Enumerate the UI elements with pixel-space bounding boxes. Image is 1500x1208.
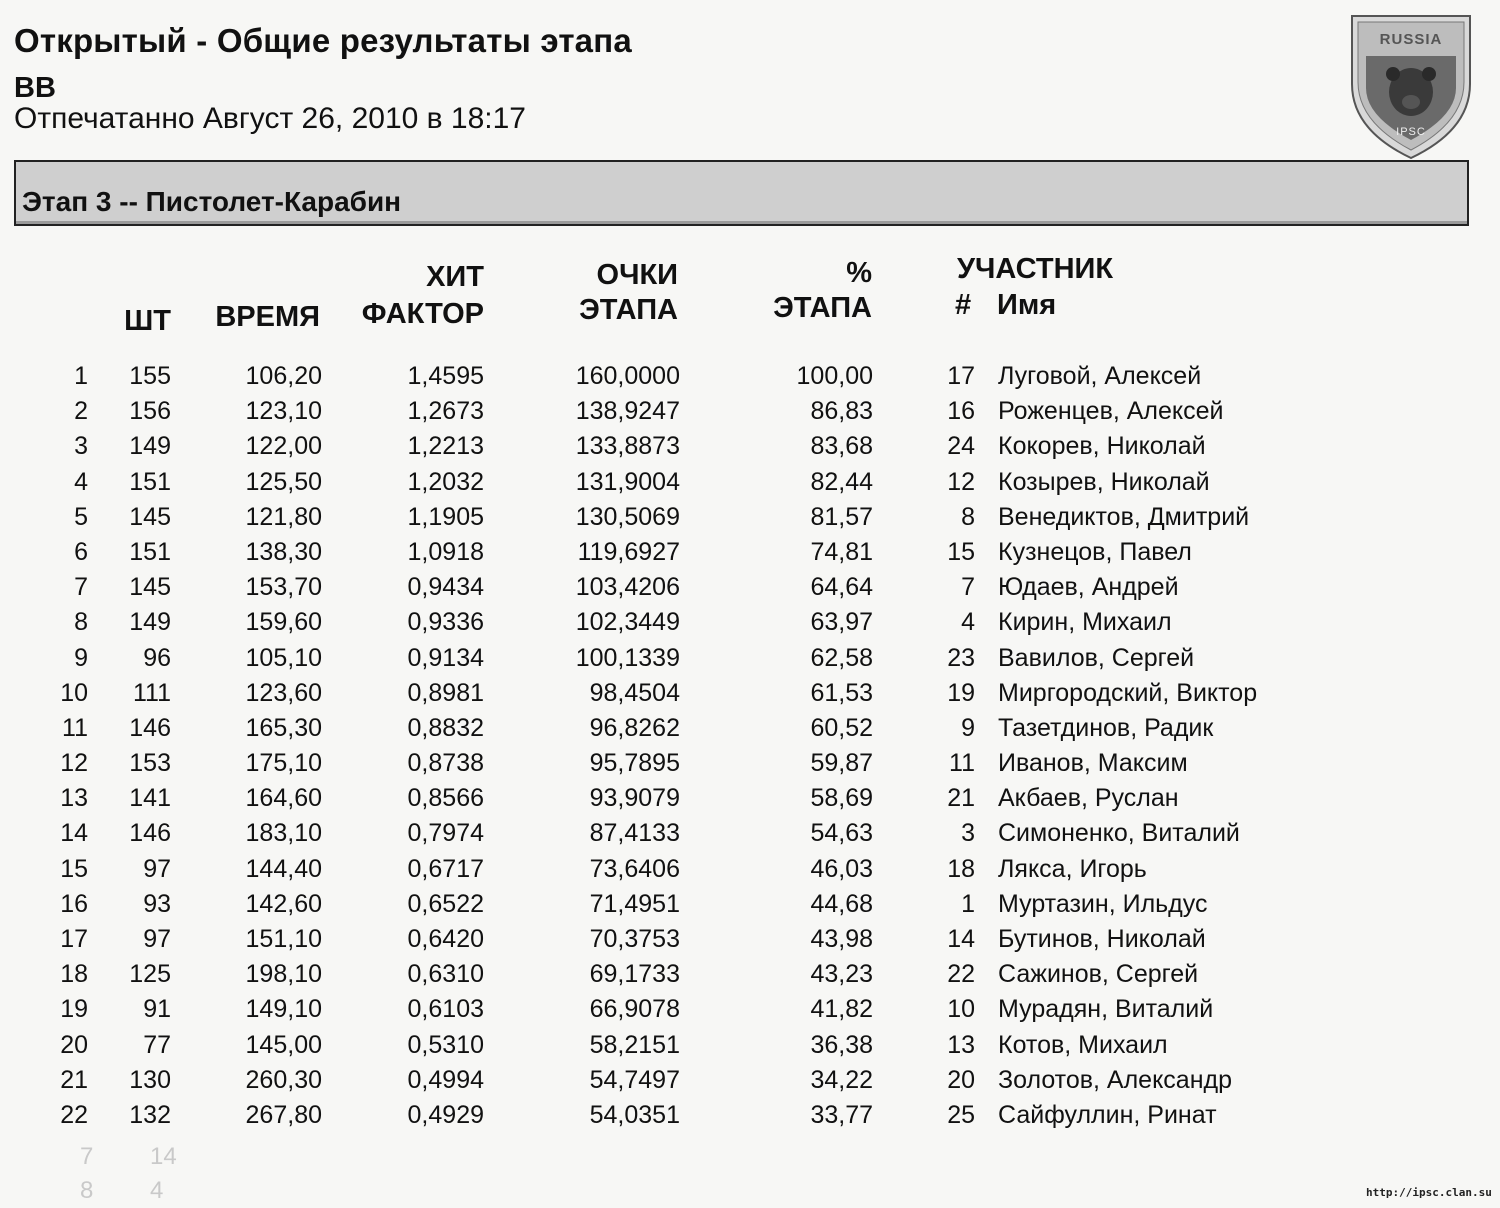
stage-points-cell: 100,1339 — [575, 643, 680, 672]
hits-cell: 153 — [129, 749, 171, 778]
table-row — [0, 503, 1500, 538]
competitor-number-cell: 8 — [961, 502, 975, 531]
table-row — [0, 714, 1500, 749]
hit-factor-cell: 0,6717 — [407, 854, 484, 883]
table-row — [0, 890, 1500, 925]
place-cell: 17 — [60, 925, 88, 953]
competitor-name-cell: Иванов, Максим — [998, 749, 1188, 778]
stage-percent-cell: 43,98 — [810, 925, 873, 953]
competitor-name-cell: Симоненко, Виталий — [998, 819, 1240, 848]
stage-points-cell: 73,6406 — [589, 854, 680, 883]
hit-factor-cell: 0,8566 — [407, 784, 484, 813]
table-row — [0, 397, 1500, 432]
competitor-name-cell: Кузнецов, Павел — [998, 537, 1192, 566]
time-cell: 175,10 — [245, 749, 322, 778]
ipsc-russia-logo — [1348, 12, 1474, 162]
hit-factor-cell: 0,8738 — [407, 749, 484, 778]
stage-percent-cell: 100,00 — [796, 362, 873, 390]
time-cell: 145,00 — [245, 1030, 322, 1059]
col-header-name: Имя — [997, 289, 1057, 321]
stage-points-cell: 119,6927 — [577, 537, 680, 566]
table-row — [0, 538, 1500, 573]
table-row — [0, 432, 1500, 467]
stage-percent-cell: 41,82 — [810, 995, 873, 1024]
col-header-hf-bottom: ФАКТОР — [361, 298, 484, 330]
col-header-points-bottom: ЭТАПА — [579, 294, 678, 326]
stage-points-cell: 66,9078 — [589, 995, 680, 1024]
table-row — [0, 1101, 1500, 1136]
hits-cell: 93 — [143, 889, 171, 918]
ghost-hits: 14 — [150, 1143, 177, 1170]
hits-cell: 91 — [143, 995, 171, 1024]
competitor-name-cell: Золотов, Александр — [998, 1065, 1233, 1094]
competitor-name-cell: Сайфуллин, Ринат — [998, 1100, 1217, 1129]
time-cell: 260,30 — [245, 1065, 322, 1094]
time-cell: 159,60 — [245, 608, 322, 637]
stage-percent-cell: 43,23 — [810, 960, 873, 989]
competitor-name-cell: Венедиктов, Дмитрий — [998, 502, 1250, 531]
competitor-name-cell: Миргородский, Виктор — [998, 678, 1258, 707]
col-header-points-top: ОЧКИ — [596, 259, 678, 291]
stage-percent-cell: 63,97 — [810, 608, 873, 637]
competitor-number-cell: 15 — [947, 537, 975, 566]
ghost-hits: 4 — [150, 1177, 164, 1204]
site-watermark: http://ipsc.clan.su — [1366, 1186, 1492, 1199]
competitor-name-cell: Акбаев, Руслан — [998, 784, 1179, 813]
place-cell: 5 — [74, 502, 88, 531]
stage-percent-cell: 44,68 — [810, 889, 873, 918]
stage-points-cell: 54,7497 — [589, 1065, 680, 1094]
hits-cell: 141 — [129, 784, 171, 813]
table-row — [0, 995, 1500, 1030]
table-row — [0, 784, 1500, 819]
stage-points-cell: 103,4206 — [575, 573, 680, 602]
table-row — [0, 362, 1500, 397]
stage-percent-cell: 86,83 — [810, 397, 873, 426]
place-cell: 13 — [60, 784, 88, 813]
hits-cell: 145 — [129, 502, 171, 531]
hits-cell: 155 — [129, 362, 171, 390]
stage-points-cell: 54,0351 — [589, 1100, 680, 1129]
competitor-name-cell: Муртазин, Ильдус — [998, 889, 1208, 918]
time-cell: 125,50 — [245, 467, 322, 496]
table-row — [0, 1031, 1500, 1066]
competitor-number-cell: 20 — [947, 1065, 975, 1094]
place-cell: 14 — [60, 819, 88, 848]
stage-points-cell: 102,3449 — [575, 608, 680, 637]
stage-points-cell: 160,0000 — [575, 362, 680, 390]
hits-cell: 125 — [129, 960, 171, 989]
competitor-number-cell: 17 — [947, 362, 975, 390]
competitor-name-cell: Козырев, Николай — [998, 467, 1210, 496]
competitor-number-cell: 7 — [961, 573, 975, 602]
hit-factor-cell: 0,9434 — [407, 573, 484, 602]
hit-factor-cell: 1,2213 — [407, 432, 484, 461]
hit-factor-cell: 0,4929 — [407, 1100, 484, 1129]
table-row — [0, 679, 1500, 714]
time-cell: 106,20 — [245, 362, 322, 390]
competitor-number-cell: 12 — [947, 467, 975, 496]
stage-percent-cell: 46,03 — [810, 854, 873, 883]
place-cell: 9 — [74, 643, 88, 672]
time-cell: 164,60 — [245, 784, 322, 813]
competitor-name-cell: Бутинов, Николай — [998, 925, 1206, 953]
place-cell: 21 — [60, 1065, 88, 1094]
competitor-number-cell: 23 — [947, 643, 975, 672]
hits-cell: 130 — [129, 1065, 171, 1094]
competitor-number-cell: 16 — [947, 397, 975, 426]
hits-cell: 146 — [129, 819, 171, 848]
logo-bottom-text: IPSC — [1396, 126, 1426, 138]
table-row — [0, 644, 1500, 679]
competitor-number-cell: 9 — [961, 713, 975, 742]
col-header-hf-top: ХИТ — [426, 261, 484, 293]
competitor-number-cell: 18 — [947, 854, 975, 883]
place-cell: 10 — [60, 678, 88, 707]
time-cell: 151,10 — [245, 925, 322, 953]
place-cell: 19 — [60, 995, 88, 1024]
col-header-pct-bottom: ЭТАПА — [773, 292, 872, 324]
time-cell: 198,10 — [245, 960, 322, 989]
hits-cell: 151 — [129, 537, 171, 566]
hit-factor-cell: 0,5310 — [407, 1030, 484, 1059]
place-cell: 8 — [74, 608, 88, 637]
competitor-number-cell: 11 — [949, 749, 975, 778]
time-cell: 267,80 — [245, 1100, 322, 1129]
hit-factor-cell: 1,2032 — [407, 467, 484, 496]
place-cell: 12 — [60, 749, 88, 778]
table-row — [0, 749, 1500, 784]
table-row — [0, 925, 1500, 960]
stage-points-cell: 93,9079 — [589, 784, 680, 813]
hits-cell: 146 — [129, 713, 171, 742]
hit-factor-cell: 0,8832 — [407, 713, 484, 742]
place-cell: 4 — [74, 467, 88, 496]
competitor-number-cell: 14 — [947, 925, 975, 953]
competitor-number-cell: 22 — [947, 960, 975, 989]
competitor-name-cell: Роженцев, Алексей — [998, 397, 1224, 426]
stage-percent-cell: 34,22 — [810, 1065, 873, 1094]
col-header-time: ВРЕМЯ — [215, 301, 320, 333]
competitor-name-cell: Сажинов, Сергей — [998, 960, 1199, 989]
stage-points-cell: 131,9004 — [575, 467, 680, 496]
competitor-name-cell: Тазетдинов, Радик — [998, 713, 1214, 742]
table-row — [0, 608, 1500, 643]
stage-points-cell: 138,9247 — [575, 397, 680, 426]
stage-percent-cell: 82,44 — [810, 467, 873, 496]
stage-percent-cell: 60,52 — [810, 713, 873, 742]
hits-cell: 149 — [129, 608, 171, 637]
stage-points-cell: 133,8873 — [575, 432, 680, 461]
stage-points-cell: 71,4951 — [589, 889, 680, 918]
hits-cell: 97 — [143, 854, 171, 883]
competitor-number-cell: 4 — [961, 608, 975, 637]
competitor-name-cell: Кирин, Михаил — [998, 608, 1172, 637]
hit-factor-cell: 1,4595 — [407, 362, 484, 390]
hit-factor-cell: 0,6522 — [407, 889, 484, 918]
stage-percent-cell: 64,64 — [810, 573, 873, 602]
hits-cell: 156 — [129, 397, 171, 426]
competitor-number-cell: 13 — [947, 1030, 975, 1059]
place-cell: 15 — [60, 854, 88, 883]
logo-top-text: RUSSIA — [1379, 31, 1443, 48]
table-row — [0, 960, 1500, 995]
stage-percent-cell: 81,57 — [810, 502, 873, 531]
competitor-name-cell: Вавилов, Сергей — [998, 643, 1195, 672]
col-header-competitor: УЧАСТНИК — [957, 253, 1114, 285]
competitor-number-cell: 21 — [947, 784, 975, 813]
competitor-number-cell: 19 — [947, 678, 975, 707]
place-cell: 2 — [74, 397, 88, 426]
stage-points-cell: 95,7895 — [589, 749, 680, 778]
table-row — [0, 573, 1500, 608]
stage-percent-cell: 33,77 — [810, 1100, 873, 1129]
hit-factor-cell: 1,1905 — [407, 502, 484, 531]
place-cell: 16 — [60, 889, 88, 918]
results-table — [0, 362, 1500, 1136]
table-row — [0, 855, 1500, 890]
place-cell: 1 — [74, 362, 88, 390]
stage-points-cell: 96,8262 — [589, 713, 680, 742]
time-cell: 165,30 — [245, 713, 322, 742]
col-header-pct-top: % — [846, 257, 872, 289]
time-cell: 105,10 — [245, 643, 322, 672]
hit-factor-cell: 0,4994 — [407, 1065, 484, 1094]
ghost-place: 8 — [80, 1177, 94, 1204]
hit-factor-cell: 1,2673 — [407, 397, 484, 426]
competitor-name-cell: Луговой, Алексей — [998, 362, 1202, 390]
time-cell: 144,40 — [245, 854, 322, 883]
hit-factor-cell: 0,8981 — [407, 678, 484, 707]
hit-factor-cell: 1,0918 — [407, 537, 484, 566]
division-label: BB — [14, 72, 56, 104]
table-row — [0, 819, 1500, 854]
place-cell: 7 — [74, 573, 88, 602]
table-row — [0, 1066, 1500, 1101]
col-header-hits: ШТ — [124, 305, 171, 337]
competitor-name-cell: Юдаев, Андрей — [998, 573, 1179, 602]
hits-cell: 77 — [143, 1030, 171, 1059]
stage-percent-cell: 62,58 — [810, 643, 873, 672]
competitor-name-cell: Котов, Михаил — [998, 1030, 1168, 1059]
hits-cell: 96 — [143, 643, 171, 672]
place-cell: 6 — [74, 537, 88, 566]
stage-title: Этап 3 -- Пистолет-Карабин — [22, 186, 402, 217]
stage-points-cell: 69,1733 — [589, 960, 680, 989]
time-cell: 138,30 — [245, 537, 322, 566]
time-cell: 122,00 — [245, 432, 322, 461]
competitor-number-cell: 10 — [947, 995, 975, 1024]
place-cell: 3 — [74, 432, 88, 461]
stage-percent-cell: 36,38 — [810, 1030, 873, 1059]
hit-factor-cell: 0,6420 — [407, 925, 484, 953]
hits-cell: 132 — [129, 1100, 171, 1129]
stage-points-cell: 70,3753 — [589, 925, 680, 953]
stage-points-cell: 58,2151 — [589, 1030, 680, 1059]
stage-percent-cell: 59,87 — [810, 749, 873, 778]
hit-factor-cell: 0,9336 — [407, 608, 484, 637]
time-cell: 142,60 — [245, 889, 322, 918]
hits-cell: 97 — [143, 925, 171, 953]
hits-cell: 111 — [132, 678, 171, 707]
time-cell: 149,10 — [245, 995, 322, 1024]
col-header-num: # — [955, 289, 972, 321]
stage-percent-cell: 58,69 — [810, 784, 873, 813]
competitor-number-cell: 1 — [961, 889, 975, 918]
page-title: Открытый - Общие результаты этапа — [14, 22, 632, 59]
place-cell: 18 — [60, 960, 88, 989]
competitor-name-cell: Лякса, Игорь — [998, 854, 1147, 883]
place-cell: 20 — [60, 1030, 88, 1059]
stage-percent-cell: 54,63 — [810, 819, 873, 848]
time-cell: 183,10 — [245, 819, 322, 848]
competitor-name-cell: Кокорев, Николай — [998, 432, 1206, 461]
hit-factor-cell: 0,6310 — [407, 960, 484, 989]
printed-date: Отпечатанно Август 26, 2010 в 18:17 — [14, 102, 526, 135]
hits-cell: 145 — [129, 573, 171, 602]
competitor-number-cell: 3 — [961, 819, 975, 848]
competitor-number-cell: 24 — [947, 432, 975, 461]
stage-points-cell: 98,4504 — [589, 678, 680, 707]
competitor-name-cell: Мурадян, Виталий — [998, 995, 1214, 1024]
competitor-number-cell: 25 — [947, 1100, 975, 1129]
time-cell: 123,60 — [245, 678, 322, 707]
hits-cell: 151 — [129, 467, 171, 496]
table-row — [0, 468, 1500, 503]
hit-factor-cell: 0,6103 — [407, 995, 484, 1024]
hits-cell: 149 — [129, 432, 171, 461]
stage-points-cell: 130,5069 — [575, 502, 680, 531]
ghost-place: 7 — [80, 1143, 94, 1170]
stage-percent-cell: 83,68 — [810, 432, 873, 461]
hit-factor-cell: 0,9134 — [407, 643, 484, 672]
stage-points-cell: 87,4133 — [589, 819, 680, 848]
time-cell: 153,70 — [245, 573, 322, 602]
place-cell: 22 — [60, 1100, 88, 1129]
hit-factor-cell: 0,7974 — [407, 819, 484, 848]
stage-percent-cell: 74,81 — [810, 537, 873, 566]
stage-banner — [14, 160, 1469, 226]
place-cell: 11 — [62, 713, 88, 742]
time-cell: 123,10 — [245, 397, 322, 426]
stage-percent-cell: 61,53 — [810, 678, 873, 707]
time-cell: 121,80 — [245, 502, 322, 531]
